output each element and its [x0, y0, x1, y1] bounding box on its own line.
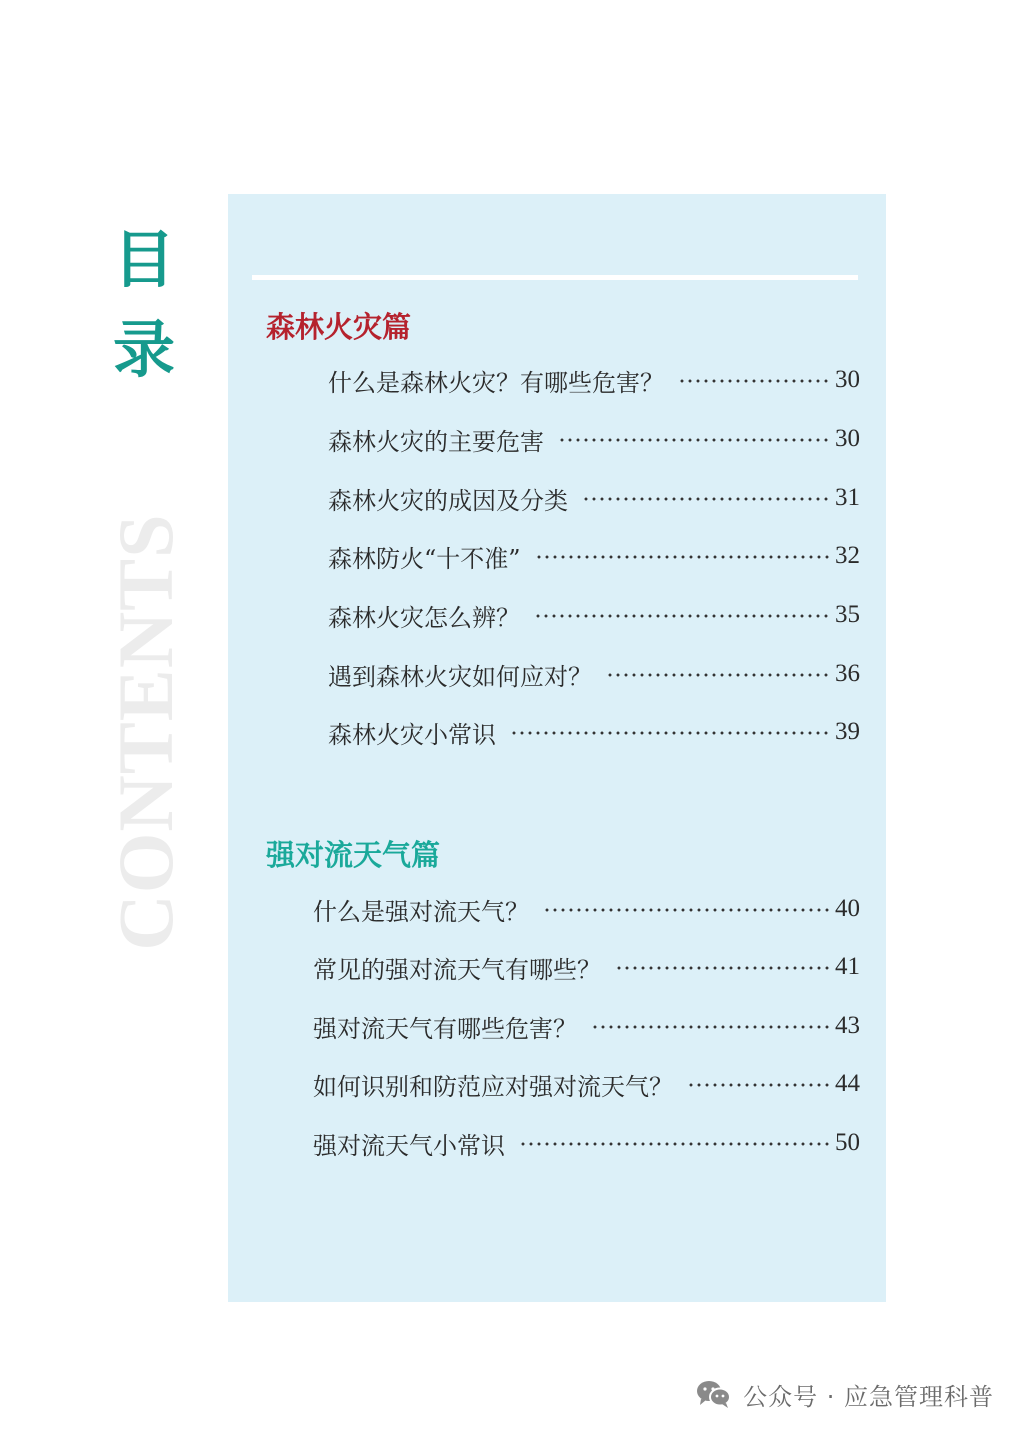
- toc-entry[interactable]: [328, 656, 860, 692]
- dot-leader: [606, 673, 829, 677]
- toc-page-number: 40: [835, 895, 860, 922]
- toc-page-number: 39: [835, 718, 860, 745]
- dot-leader: [582, 497, 829, 501]
- toc-entry-text: 常见的强对流天气有哪些？: [313, 955, 601, 984]
- dot-leader: [678, 379, 829, 383]
- toc-page-number: 43: [835, 1012, 860, 1039]
- toc-entry[interactable]: [313, 891, 860, 927]
- toc-entry[interactable]: [328, 421, 860, 457]
- dot-leader: [687, 1083, 829, 1087]
- toc-entry-text: 强对流天气小常识: [313, 1131, 505, 1160]
- contents-watermark: CONTENTS: [102, 513, 189, 951]
- toc-entry[interactable]: [328, 480, 860, 516]
- toc-entry-text: 什么是强对流天气？: [313, 897, 529, 926]
- dot-leader: [558, 438, 829, 442]
- toc-entry-text: 森林火灾的主要危害: [328, 427, 544, 456]
- section-title-severe-convection: 强对流天气篇: [266, 838, 441, 872]
- panel-divider: [252, 275, 858, 280]
- toc-page-number: 32: [835, 542, 860, 569]
- toc-entry[interactable]: [313, 1008, 860, 1044]
- dot-leader: [510, 731, 829, 735]
- dot-leader: [543, 908, 829, 912]
- toc-entry[interactable]: [313, 1125, 860, 1161]
- toc-page-number: 30: [835, 425, 860, 452]
- dot-leader: [591, 1025, 829, 1029]
- dot-leader: [519, 1142, 829, 1146]
- dot-leader: [615, 966, 829, 970]
- toc-entry[interactable]: [328, 362, 860, 398]
- toc-page-number: 30: [835, 366, 860, 393]
- toc-title-char-2: 录: [112, 313, 175, 386]
- toc-entry[interactable]: [328, 714, 860, 750]
- toc-entry-text: 强对流天气有哪些危害？: [313, 1014, 577, 1043]
- wechat-icon: [695, 1378, 733, 1410]
- toc-entry[interactable]: [313, 1066, 860, 1102]
- toc-entry-text: 森林防火“十不准”: [328, 544, 521, 573]
- section-title-forest-fire: 森林火灾篇: [266, 310, 412, 344]
- toc-entry[interactable]: [328, 597, 860, 633]
- toc-entry-text: 遇到森林火灾如何应对？: [328, 662, 592, 691]
- toc-page-number: 50: [835, 1129, 860, 1156]
- toc-page-number: 36: [835, 660, 860, 687]
- toc-entry-text: 森林火灾的成因及分类: [328, 486, 568, 515]
- toc-page-number: 31: [835, 484, 860, 511]
- toc-entry[interactable]: [313, 949, 860, 985]
- dot-leader: [535, 555, 829, 559]
- dot-leader: [534, 614, 829, 618]
- toc-entry-text: 森林火灾小常识: [328, 720, 496, 749]
- toc-entry[interactable]: [328, 538, 860, 574]
- toc-page-number: 41: [835, 953, 860, 980]
- footer-account-name: 公众号 · 应急管理科普: [743, 1382, 994, 1411]
- wechat-account-footer: [695, 1374, 994, 1414]
- toc-entry-text: 什么是森林火灾？有哪些危害？: [328, 368, 664, 397]
- toc-title-char-1: 目: [112, 223, 175, 296]
- toc-page-number: 35: [835, 601, 860, 628]
- toc-page-number: 44: [835, 1070, 860, 1097]
- toc-entry-text: 如何识别和防范应对强对流天气？: [313, 1072, 673, 1101]
- toc-entry-text: 森林火灾怎么辨？: [328, 603, 520, 632]
